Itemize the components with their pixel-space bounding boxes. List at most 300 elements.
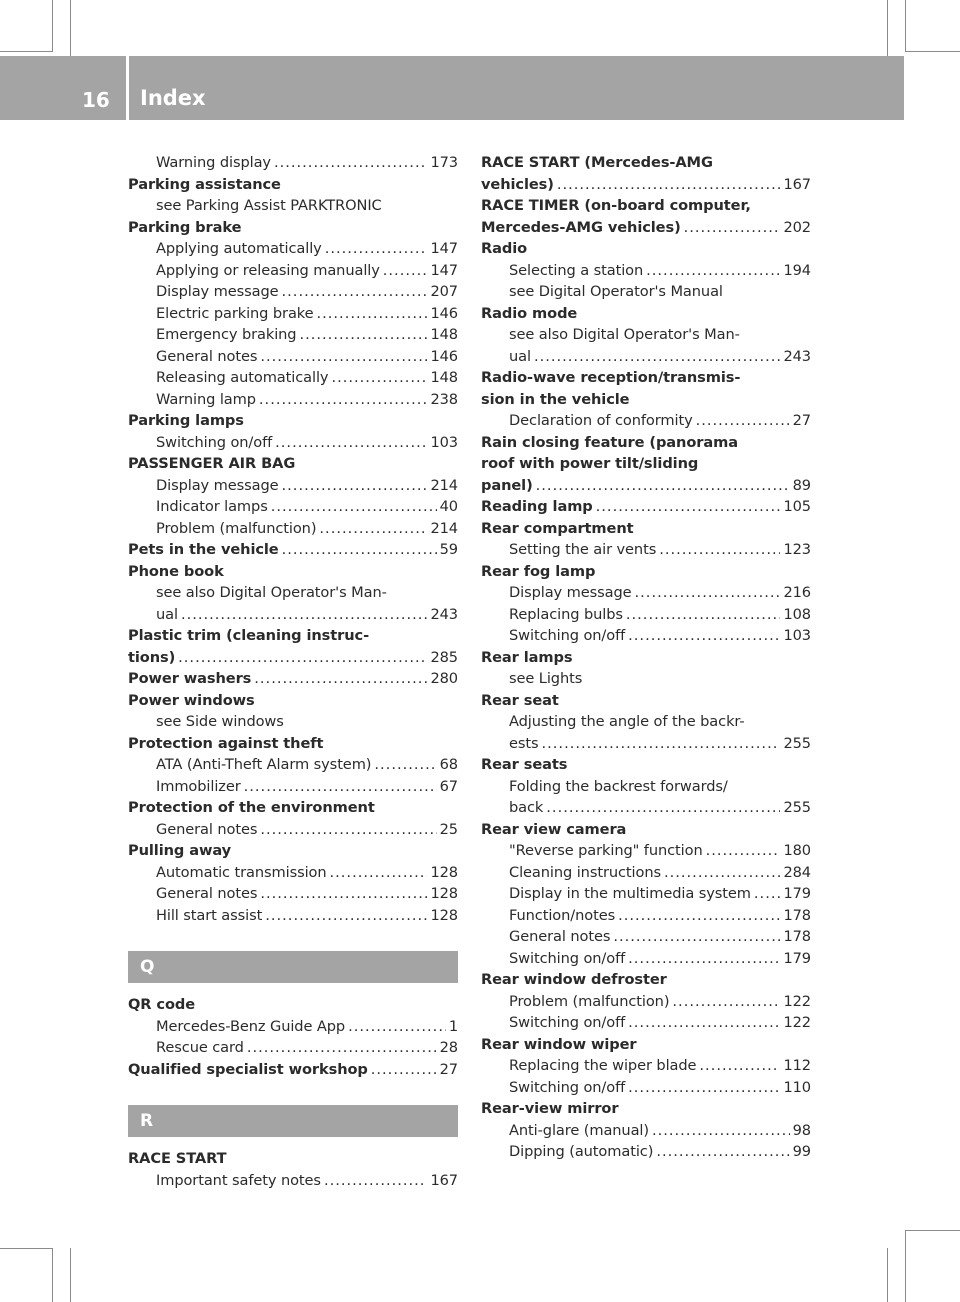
page-reference[interactable]: 285 (430, 648, 458, 666)
dot-leader (613, 926, 780, 948)
page-reference[interactable]: 207 (430, 283, 458, 300)
crop-mark (905, 1230, 906, 1302)
index-entry (128, 797, 458, 819)
header-band (0, 56, 904, 120)
index-subentry (481, 1120, 811, 1142)
dot-leader (181, 604, 427, 626)
entry-text: Setting the air vents (509, 541, 657, 558)
entry-text: Applying automatically (156, 240, 322, 257)
entry-text: ual (156, 605, 178, 623)
dot-leader (534, 346, 780, 368)
dot-leader (178, 647, 427, 669)
section-title: Index (140, 86, 206, 110)
entry-text: Pets in the vehicle (128, 541, 279, 558)
dot-leader (265, 905, 427, 927)
index-subentry (481, 1055, 811, 1077)
index-entry (481, 195, 811, 217)
dot-leader (282, 475, 428, 497)
page-reference[interactable]: 148 (430, 326, 458, 343)
page-reference[interactable]: 214 (430, 519, 458, 537)
entry-text: see Side windows (156, 713, 284, 730)
page-reference[interactable]: 255 (783, 734, 811, 752)
index-entry (128, 174, 458, 196)
index-entry (128, 410, 458, 432)
entry-text: Switching on/off (509, 627, 626, 644)
dot-leader (299, 324, 427, 346)
crop-mark (905, 1230, 960, 1231)
index-entry (481, 1034, 811, 1056)
page-reference[interactable]: 179 (783, 949, 811, 967)
index-entry (128, 217, 458, 239)
page-reference[interactable]: 147 (430, 261, 458, 279)
page-reference[interactable]: 284 (783, 863, 811, 881)
dot-leader (659, 539, 780, 561)
entry-text: see Parking Assist PARKTRONIC (156, 197, 382, 214)
index-entry (481, 819, 811, 841)
dot-leader (271, 496, 437, 518)
entry-text: Rear compartment (481, 519, 634, 537)
header-separator (126, 56, 129, 120)
entry-text: tions) (128, 648, 176, 666)
entry-text: Replacing the wiper blade (509, 1057, 697, 1074)
page-reference[interactable]: 148 (430, 369, 458, 386)
index-subentry (128, 238, 458, 260)
index-subentry (128, 152, 458, 174)
entry-text: Applying or releasing manually (156, 261, 380, 279)
crop-mark (70, 0, 71, 56)
index-subentry (481, 1012, 811, 1034)
index-subentry (128, 389, 458, 411)
page-reference[interactable]: 255 (783, 799, 811, 816)
dot-leader (330, 862, 428, 884)
dot-leader (684, 217, 781, 239)
index-subentry (128, 582, 458, 604)
index-entry (481, 690, 811, 712)
entry-text: see Lights (509, 670, 583, 687)
entry-text: Anti-glare (manual) (509, 1121, 649, 1139)
dot-leader (628, 1012, 780, 1034)
entry-text: Rear window defroster (481, 971, 667, 988)
dot-leader (259, 389, 428, 411)
index-subentry (481, 539, 811, 561)
entry-text: Protection against theft (128, 734, 324, 752)
dot-leader (260, 346, 427, 368)
index-entry (128, 453, 458, 475)
dot-leader (383, 260, 428, 282)
page-reference[interactable]: 67 (439, 777, 458, 795)
entry-text: Rear seat (481, 691, 559, 709)
entry-text: General notes (156, 820, 258, 838)
index-entry (481, 453, 811, 475)
page-number: 16 (82, 88, 110, 112)
index-subentry (481, 346, 811, 368)
page-reference[interactable]: 167 (430, 1171, 458, 1189)
entry-text: Radio (481, 240, 528, 257)
entry-text: back (509, 799, 544, 816)
entry-text: see Digital Operator's Manual (509, 283, 723, 300)
page-reference[interactable]: 214 (430, 476, 458, 494)
index-entry (481, 969, 811, 991)
page-reference[interactable]: 59 (439, 541, 458, 558)
index-entry (481, 475, 811, 497)
dot-leader (672, 991, 780, 1013)
index-subentry (481, 281, 811, 303)
index-subentry (128, 1016, 458, 1038)
index-subentry (128, 475, 458, 497)
entry-text: Mercedes-Benz Guide App (156, 1017, 346, 1035)
entry-text: Automatic transmission (156, 863, 327, 881)
page-reference[interactable]: 194 (783, 261, 811, 279)
dot-leader (260, 883, 427, 905)
entry-text: Immobilizer (156, 777, 241, 795)
index-subentry (481, 926, 811, 948)
entry-text: Display message (509, 584, 632, 601)
entry-text: Warning lamp (156, 390, 256, 408)
index-subentry (481, 948, 811, 970)
entry-text: Switching on/off (509, 949, 626, 967)
dot-leader (324, 1170, 428, 1192)
entry-text: Parking brake (128, 218, 242, 236)
dot-leader (348, 1016, 446, 1038)
index-entry (481, 303, 811, 325)
entry-text: Warning display (156, 154, 271, 171)
page-reference[interactable]: 68 (439, 756, 458, 773)
crop-mark (887, 0, 888, 56)
entry-text: vehicles) (481, 175, 554, 193)
index-subentry (481, 324, 811, 346)
index-subentry (128, 905, 458, 927)
index-subentry (481, 668, 811, 690)
entry-text: Rain closing feature (panorama (481, 433, 738, 451)
entry-text: roof with power tilt/sliding (481, 455, 699, 472)
page-reference[interactable]: 280 (430, 670, 458, 687)
index-subentry (128, 195, 458, 217)
dot-leader (546, 797, 780, 819)
index-entry (128, 690, 458, 712)
index-entry (481, 152, 811, 174)
entry-text: Releasing automatically (156, 369, 329, 386)
crop-mark (905, 51, 960, 52)
crop-mark (70, 1248, 71, 1302)
crop-mark (0, 51, 52, 52)
page-reference[interactable]: 202 (783, 218, 811, 236)
index-subentry (128, 324, 458, 346)
index-subentry (481, 733, 811, 755)
entry-text: General notes (509, 928, 611, 945)
index-entry (128, 994, 458, 1016)
dot-leader (275, 432, 427, 454)
dot-leader (244, 776, 437, 798)
index-subentry (481, 711, 811, 733)
index-subentry (128, 496, 458, 518)
crop-mark (52, 0, 53, 52)
index-entry (481, 561, 811, 583)
entry-text: Pulling away (128, 842, 232, 859)
entry-text: ests (509, 734, 539, 752)
dot-leader (664, 862, 780, 884)
index-subentry (481, 1077, 811, 1099)
entry-text: Selecting a station (509, 261, 644, 279)
entry-text: QR code (128, 996, 196, 1013)
index-entry (481, 1098, 811, 1120)
entry-text: Replacing bulbs (509, 605, 623, 623)
page-reference[interactable]: 180 (783, 842, 811, 859)
dot-leader (646, 260, 780, 282)
index-subentry (481, 604, 811, 626)
entry-text: General notes (156, 347, 258, 365)
entry-text: Radio-wave reception/transmis- (481, 369, 741, 386)
index-entry (481, 238, 811, 260)
page-reference[interactable]: 122 (783, 1014, 811, 1031)
entry-text: Declaration of conformity (509, 412, 693, 429)
crop-mark (52, 1248, 53, 1302)
entry-text: Indicator lamps (156, 498, 268, 515)
entry-text: Important safety notes (156, 1171, 321, 1189)
index-subentry (128, 367, 458, 389)
index-subentry (481, 776, 811, 798)
entry-text: see also Digital Operator's Man- (509, 326, 740, 343)
page-reference[interactable]: 243 (430, 605, 458, 623)
page-reference[interactable]: 128 (430, 885, 458, 902)
dot-leader (696, 410, 790, 432)
entry-text: see also Digital Operator's Man- (156, 584, 387, 601)
entry-text: Switching on/off (509, 1014, 626, 1031)
page-reference[interactable]: 128 (430, 906, 458, 924)
index-entry (128, 539, 458, 561)
page-reference[interactable]: 28 (439, 1039, 458, 1056)
entry-text: RACE START (128, 1150, 227, 1167)
index-subentry (481, 840, 811, 862)
index-entry (481, 518, 811, 540)
page-reference[interactable]: 110 (783, 1078, 811, 1096)
index-subentry (481, 410, 811, 432)
index-subentry (481, 1141, 811, 1163)
entry-text: Radio mode (481, 304, 578, 322)
page-reference[interactable]: 103 (783, 627, 811, 644)
dot-leader (596, 496, 781, 518)
page-reference[interactable]: 167 (783, 175, 811, 193)
page-reference[interactable]: 178 (783, 928, 811, 945)
index-entry (481, 174, 811, 196)
crop-mark (905, 0, 906, 52)
index-entry (128, 647, 458, 669)
page-reference[interactable]: 243 (783, 347, 811, 365)
index-subentry (128, 819, 458, 841)
crop-mark (887, 1248, 888, 1302)
entry-text: Problem (malfunction) (509, 992, 670, 1010)
index-entry (128, 625, 458, 647)
index-column-left (128, 152, 458, 1191)
entry-text: Rear lamps (481, 648, 573, 666)
page-reference[interactable]: 146 (430, 304, 458, 322)
index-entry (128, 668, 458, 690)
index-entry (481, 647, 811, 669)
index-entry (128, 1059, 458, 1081)
page-reference[interactable]: 27 (792, 412, 811, 429)
entry-text: Rescue card (156, 1039, 244, 1056)
index-entry (481, 217, 811, 239)
entry-text: Reading lamp (481, 498, 593, 515)
index-subentry (128, 432, 458, 454)
index-entry (481, 389, 811, 411)
entry-text: Phone book (128, 562, 224, 580)
page-reference[interactable]: 89 (792, 476, 811, 494)
entry-text: Display in the multimedia system (509, 885, 751, 902)
entry-text: Dipping (automatic) (509, 1143, 654, 1160)
dot-leader (374, 754, 436, 776)
dot-leader (628, 625, 780, 647)
entry-text: Rear view camera (481, 820, 627, 838)
index-subentry (481, 260, 811, 282)
entry-text: panel) (481, 476, 533, 494)
page-reference[interactable]: 40 (439, 498, 458, 515)
index-subentry (481, 582, 811, 604)
page-reference[interactable]: 238 (430, 390, 458, 408)
page-reference[interactable]: 122 (783, 992, 811, 1010)
dot-leader (699, 1055, 780, 1077)
entry-text: Protection of the environment (128, 799, 375, 816)
entry-text: Switching on/off (156, 433, 273, 451)
index-column-right (481, 152, 811, 1163)
index-subentry (128, 260, 458, 282)
entry-text: Hill start assist (156, 906, 263, 924)
index-subentry (128, 604, 458, 626)
index-subentry (481, 991, 811, 1013)
entry-text: Rear seats (481, 756, 568, 773)
dot-leader (706, 840, 781, 862)
entry-text: PASSENGER AIR BAG (128, 455, 296, 472)
index-subentry (481, 883, 811, 905)
index-subentry (481, 797, 811, 819)
index-subentry (128, 1170, 458, 1192)
dot-leader (331, 367, 427, 389)
entry-text: Problem (malfunction) (156, 519, 317, 537)
entry-text: Display message (156, 283, 279, 300)
entry-text: Plastic trim (cleaning instruc- (128, 627, 370, 644)
index-entry (128, 561, 458, 583)
dot-leader (274, 152, 427, 174)
index-entry (128, 840, 458, 862)
index-letter-heading: R (128, 1105, 458, 1137)
entry-text: RACE START (Mercedes-AMG (481, 154, 713, 171)
index-entry (481, 496, 811, 518)
index-subentry (128, 754, 458, 776)
page-reference[interactable]: 99 (792, 1143, 811, 1160)
dot-leader (618, 905, 780, 927)
entry-text: ual (509, 347, 531, 365)
page-reference[interactable]: 173 (430, 154, 458, 171)
entry-text: RACE TIMER (on-board computer, (481, 197, 751, 214)
index-subentry (481, 862, 811, 884)
entry-text: Mercedes-AMG vehicles) (481, 218, 681, 236)
dot-leader (247, 1037, 437, 1059)
page-reference[interactable]: 128 (430, 863, 458, 881)
entry-text: Electric parking brake (156, 304, 314, 322)
dot-leader (628, 948, 780, 970)
dot-leader (626, 604, 781, 626)
index-subentry (481, 625, 811, 647)
index-subentry (128, 518, 458, 540)
index-subentry (128, 281, 458, 303)
entry-text: "Reverse parking" function (509, 842, 703, 859)
page-reference[interactable]: 108 (783, 605, 811, 623)
index-subentry (481, 905, 811, 927)
dot-leader (371, 1059, 437, 1081)
entry-text: General notes (156, 885, 258, 902)
dot-leader (317, 303, 428, 325)
index-subentry (128, 862, 458, 884)
index-entry (481, 367, 811, 389)
index-entry (481, 432, 811, 454)
entry-text: Rear-view mirror (481, 1100, 619, 1117)
dot-leader (542, 733, 781, 755)
index-letter-heading: Q (128, 951, 458, 983)
index-subentry (128, 883, 458, 905)
page-reference[interactable]: 178 (783, 906, 811, 924)
dot-leader (656, 1141, 789, 1163)
page-reference[interactable]: 1 (448, 1017, 458, 1035)
page-reference[interactable]: 123 (783, 541, 811, 558)
index-subentry (128, 1037, 458, 1059)
dot-leader (754, 883, 781, 905)
dot-leader (325, 238, 428, 260)
entry-text: Power windows (128, 691, 255, 709)
dot-leader (628, 1077, 780, 1099)
entry-text: Cleaning instructions (509, 863, 661, 881)
index-subentry (128, 711, 458, 733)
entry-text: Power washers (128, 670, 252, 687)
entry-text: Rear window wiper (481, 1035, 637, 1053)
index-entry (128, 733, 458, 755)
page-reference[interactable]: 179 (783, 885, 811, 902)
entry-text: Emergency braking (156, 326, 297, 343)
index-subentry (128, 346, 458, 368)
entry-text: Qualified specialist workshop (128, 1060, 368, 1078)
entry-text: Parking lamps (128, 412, 244, 429)
entry-text: Adjusting the angle of the backr- (509, 713, 745, 730)
page-reference[interactable]: 146 (430, 347, 458, 365)
page-reference[interactable]: 25 (439, 820, 458, 838)
entry-text: Function/notes (509, 906, 616, 924)
page-reference[interactable]: 112 (783, 1057, 811, 1074)
page-reference[interactable]: 105 (783, 498, 811, 515)
entry-text: Rear fog lamp (481, 562, 596, 580)
page-reference[interactable]: 216 (783, 584, 811, 601)
entry-text: Switching on/off (509, 1078, 626, 1096)
page-reference[interactable]: 103 (430, 433, 458, 451)
page-reference[interactable]: 147 (430, 240, 458, 257)
dot-leader (635, 582, 781, 604)
dot-leader (652, 1120, 790, 1142)
entry-text: Parking assistance (128, 175, 281, 193)
entry-text: Display message (156, 476, 279, 494)
index-subentry (128, 776, 458, 798)
entry-text: sion in the vehicle (481, 390, 630, 408)
index-entry (128, 1148, 458, 1170)
page-reference[interactable]: 98 (792, 1121, 811, 1139)
dot-leader (260, 819, 436, 841)
entry-text: Folding the backrest forwards/ (509, 777, 728, 795)
dot-leader (282, 539, 437, 561)
dot-leader (254, 668, 427, 690)
index-entry (481, 754, 811, 776)
index-subentry (128, 303, 458, 325)
dot-leader (282, 281, 428, 303)
dot-leader (557, 174, 781, 196)
dot-leader (319, 518, 427, 540)
crop-mark (0, 1248, 52, 1249)
page-reference[interactable]: 27 (439, 1060, 458, 1078)
